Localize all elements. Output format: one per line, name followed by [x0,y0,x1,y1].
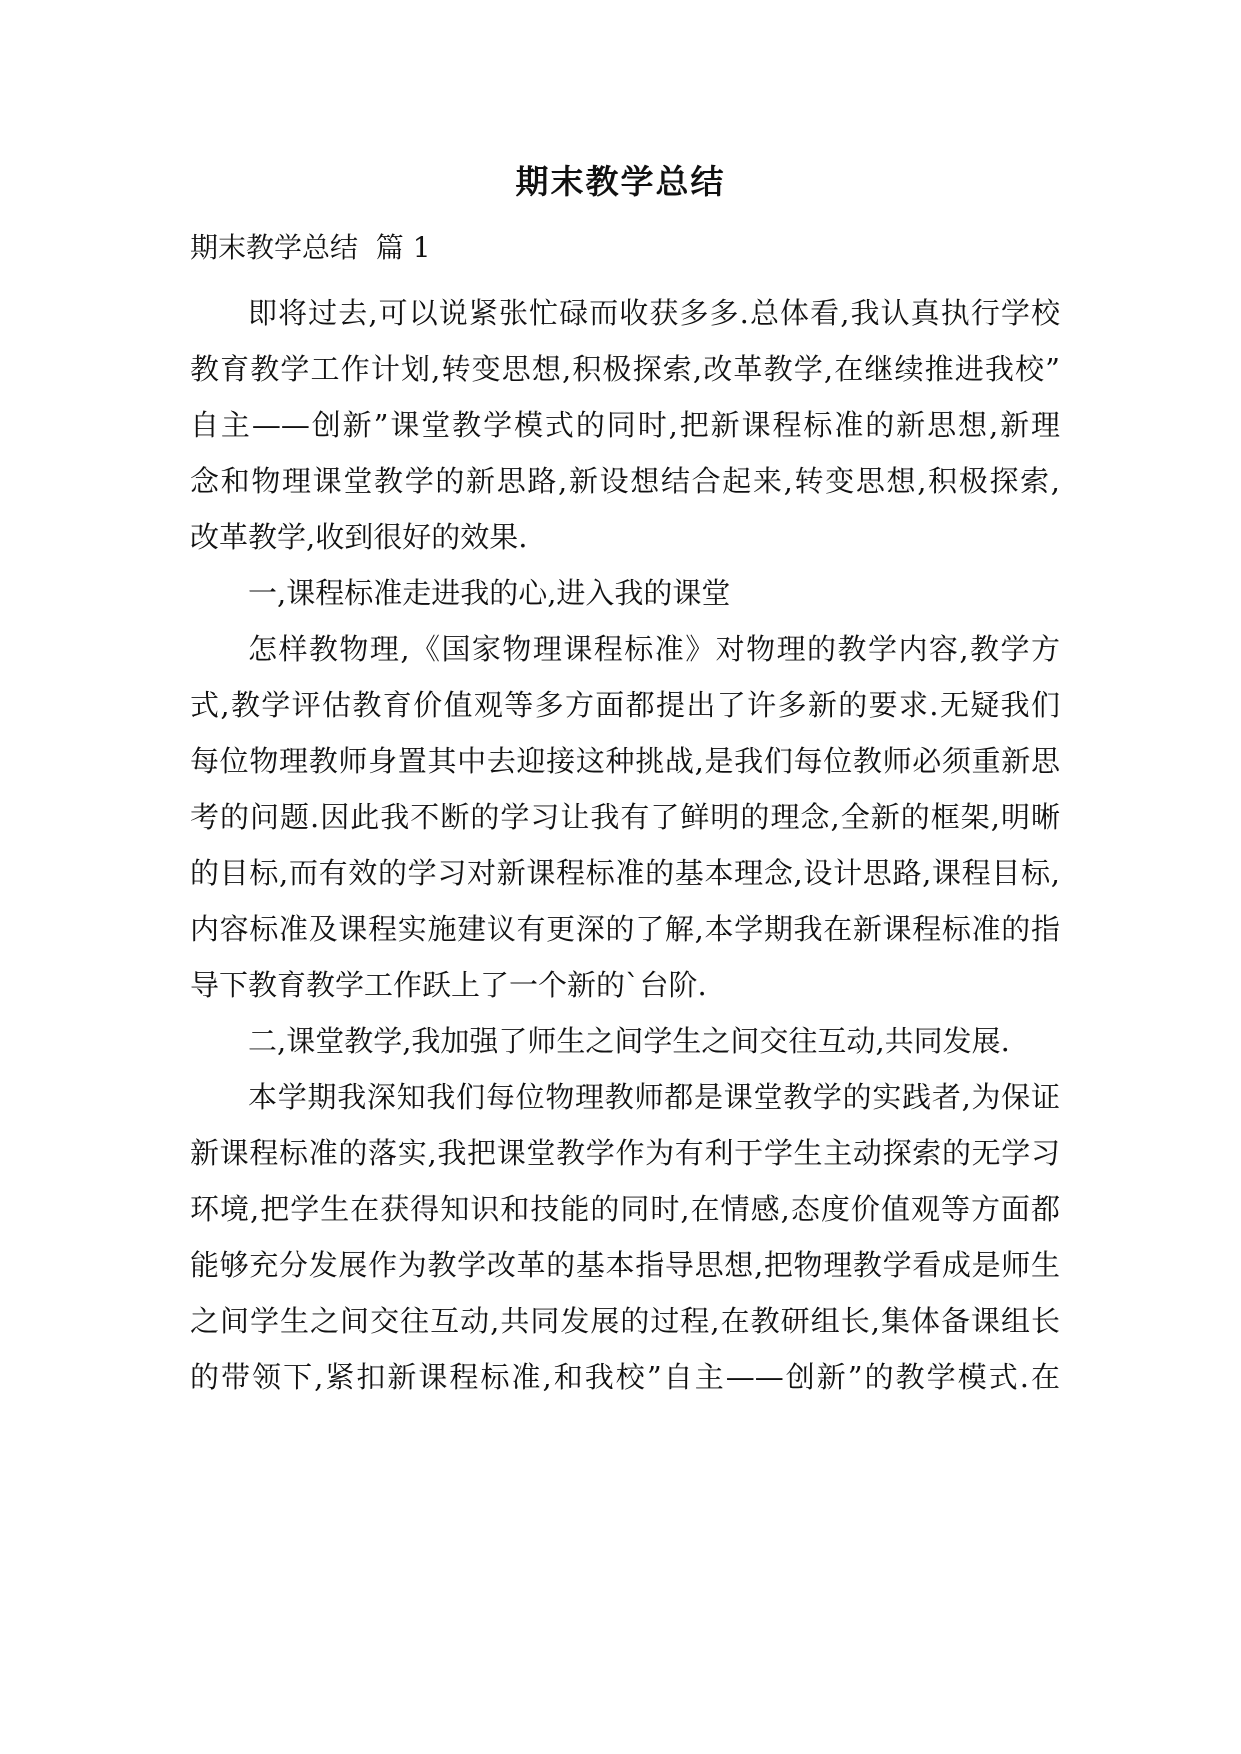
text-line: 怎样教物理,《国家物理课程标准》对物理的教学内容,教学方 [248,632,1060,666]
text-line: 的带领下,紧扣新课程标准,和我校”自主——创新”的教学模式.在 [190,1360,1060,1394]
text-line: 的目标,而有效的学习对新课程标准的基本理念,设计思路,课程目标, [190,856,1060,890]
text-line: 新课程标准的落实,我把课堂教学作为有利于学生主动探索的无学习 [190,1136,1060,1170]
text-line: 改革教学,收到很好的效果. [190,520,528,554]
text-line: 每位物理教师身置其中去迎接这种挑战,是我们每位教师必须重新思 [190,744,1060,778]
text-line: 之间学生之间交往互动,共同发展的过程,在教研组长,集体备课组长 [190,1304,1060,1338]
text-line: 教育教学工作计划,转变思想,积极探索,改革教学,在继续推进我校” [190,352,1060,386]
text-line: 念和物理课堂教学的新思路,新设想结合起来,转变思想,积极探索, [190,464,1060,498]
text-line: 自主——创新”课堂教学模式的同时,把新课程标准的新思想,新理 [190,408,1060,442]
section-heading: 二,课堂教学,我加强了师生之间学生之间交往互动,共同发展. [248,1024,1010,1058]
text-line: 即将过去,可以说紧张忙碌而收获多多.总体看,我认真执行学校 [248,296,1060,330]
text-line: 考的问题.因此我不断的学习让我有了鲜明的理念,全新的框架,明晰 [190,800,1060,834]
text-line: 内容标准及课程实施建议有更深的了解,本学期我在新课程标准的指 [190,912,1060,946]
document-subtitle: 期末教学总结 篇 1 [190,231,431,264]
text-line: 本学期我深知我们每位物理教师都是课堂教学的实践者,为保证 [248,1080,1060,1114]
section-heading: 一,课程标准走进我的心,进入我的课堂 [248,576,731,610]
text-line: 能够充分发展作为教学改革的基本指导思想,把物理教学看成是师生 [190,1248,1060,1282]
text-line: 导下教育教学工作跃上了一个新的`台阶. [190,968,707,1002]
text-line: 环境,把学生在获得知识和技能的同时,在情感,态度价值观等方面都 [190,1192,1060,1226]
text-line: 式,教学评估教育价值观等多方面都提出了许多新的要求.无疑我们 [190,688,1060,722]
document-title: 期末教学总结 [515,162,726,201]
